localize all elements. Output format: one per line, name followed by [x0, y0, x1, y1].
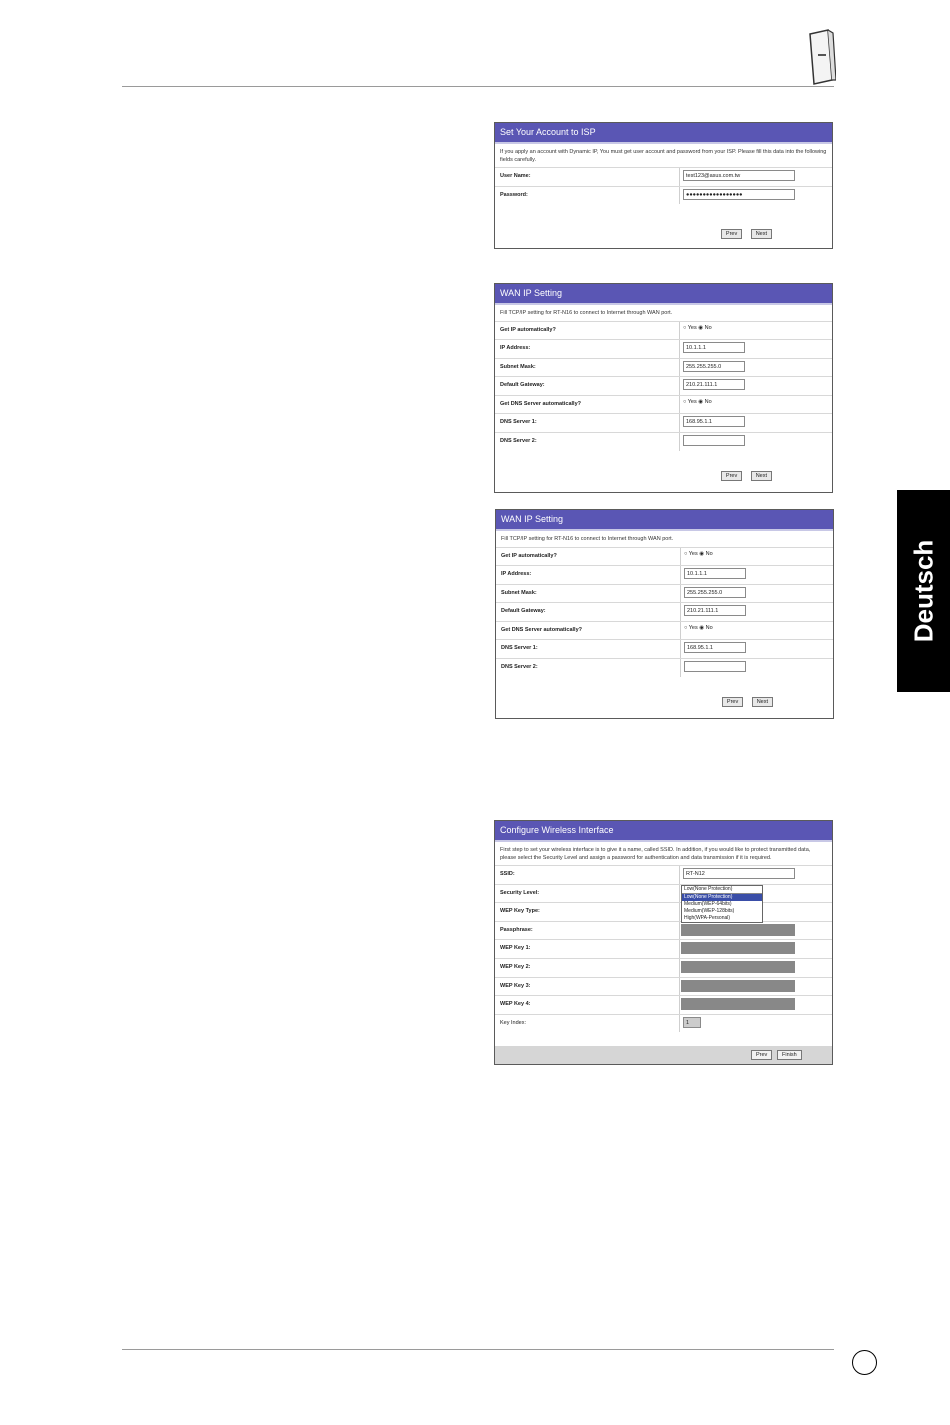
isp-account-panel: [494, 122, 833, 249]
next-button[interactable]: Next: [751, 471, 772, 481]
ssid-label: SSID:: [500, 871, 515, 877]
security-level-select[interactable]: [681, 885, 763, 923]
footer-rule: [122, 1349, 834, 1350]
ip-address-row: [496, 565, 833, 584]
get-ip-label: Get IP automatically?: [501, 552, 557, 559]
dns1-row: [495, 413, 832, 432]
dns1-input[interactable]: 168.95.1.1: [683, 416, 745, 427]
get-dns-label: Get DNS Server automatically?: [501, 626, 583, 633]
header-rule: [122, 86, 834, 87]
radio-yes-label: Yes: [687, 398, 697, 405]
security-option[interactable]: Medium(WEP-64bits): [684, 900, 732, 907]
panel-description: Fill TCP/IP setting for RT-N16 to connect to Internet through WAN port.: [500, 310, 673, 316]
wep-key-type-label: WEP Key Type:: [500, 908, 540, 915]
panel-title: Configure Wireless Interface: [495, 821, 832, 842]
key-index-label: Key Index:: [500, 1019, 526, 1026]
get-ip-row: [495, 321, 832, 340]
next-button[interactable]: Next: [752, 697, 773, 707]
passphrase-row: [495, 921, 832, 940]
radio-yes-label: Yes: [688, 624, 698, 631]
get-dns-radios[interactable]: ○ Yes ◉ No: [683, 398, 712, 405]
radio-no-label: No: [705, 624, 713, 631]
wep-key-input[interactable]: [681, 980, 795, 992]
dns1-label: DNS Server 1:: [500, 419, 537, 426]
subnet-mask-label: Subnet Mask:: [501, 589, 537, 596]
user-name-row: [495, 167, 832, 186]
ssid-row: [495, 865, 832, 884]
ip-address-label: IP Address:: [501, 571, 532, 578]
security-option[interactable]: High(WPA-Personal): [684, 914, 731, 921]
radio-no-label: No: [705, 550, 713, 557]
ssid-input[interactable]: RT-N12: [683, 868, 795, 879]
wireless-interface-panel: [494, 820, 833, 1065]
gateway-label: Default Gateway:: [501, 608, 546, 615]
panel-title: WAN IP Setting: [495, 284, 832, 305]
security-level-label: Security Level:: [500, 889, 540, 896]
get-ip-radios[interactable]: ○ Yes ◉ No: [684, 550, 713, 557]
wep-key-input[interactable]: [681, 942, 795, 954]
wep-key-row: [495, 977, 832, 996]
get-ip-row: [496, 547, 833, 566]
key-index-select[interactable]: 1: [683, 1017, 701, 1028]
subnet-mask-row: [495, 358, 832, 377]
gateway-input[interactable]: 210.21.111.1: [683, 379, 745, 390]
dns2-label: DNS Server 2:: [501, 664, 538, 671]
panel-description: First step to set your wireless interface is to give it a name, called SSID. In addition, if you would like to protect transmitted data, please select the Security Level and assign a password for authentication and data transmission if it is required.: [500, 847, 811, 861]
prev-button[interactable]: Prev: [722, 697, 743, 707]
ip-address-label: IP Address:: [500, 345, 531, 352]
radio-no-label: No: [704, 324, 712, 331]
get-dns-row: [495, 395, 832, 414]
security-option[interactable]: Low(None Protection): [682, 894, 762, 901]
dns1-row: [496, 639, 833, 658]
wep-key-label: WEP Key 4:: [500, 1001, 531, 1008]
password-label: Password:: [500, 191, 528, 198]
subnet-mask-input[interactable]: 255.255.255.0: [684, 587, 746, 598]
ip-address-row: [495, 339, 832, 358]
get-dns-label: Get DNS Server automatically?: [500, 400, 582, 407]
password-input[interactable]: ●●●●●●●●●●●●●●●●●: [683, 189, 795, 200]
ip-address-input[interactable]: 10.1.1.1: [683, 342, 745, 353]
wan-ip-panel-1: [494, 283, 833, 493]
user-name-input[interactable]: test123@asus.com.tw: [683, 170, 795, 181]
ip-address-input[interactable]: 10.1.1.1: [684, 568, 746, 579]
wep-key-row: [495, 958, 832, 977]
wan-ip-panel-2: [495, 509, 834, 719]
passphrase-label: Passphrase:: [500, 926, 533, 933]
dns2-input[interactable]: [684, 661, 746, 672]
gateway-row: [495, 376, 832, 395]
language-label: Deutsch: [908, 539, 938, 643]
panel-description: Fill TCP/IP setting for RT-N16 to connect to Internet through WAN port.: [501, 536, 674, 542]
password-row: [495, 186, 832, 205]
prev-button[interactable]: Prev: [721, 229, 742, 239]
gateway-input[interactable]: 210.21.111.1: [684, 605, 746, 616]
user-name-label: User Name:: [500, 173, 531, 179]
get-ip-radios[interactable]: ○ Yes ◉ No: [683, 324, 712, 331]
passphrase-input[interactable]: [681, 924, 795, 936]
dns1-label: DNS Server 1:: [501, 645, 538, 652]
subnet-mask-label: Subnet Mask:: [500, 363, 536, 370]
get-dns-row: [496, 621, 833, 640]
dns2-label: DNS Server 2:: [500, 438, 537, 445]
router-device-icon: [806, 28, 836, 86]
wep-key-row: [495, 939, 832, 958]
page-number-circle: [852, 1350, 877, 1375]
security-option[interactable]: Medium(WEP-128bits): [684, 907, 735, 914]
panel-title: Set Your Account to ISP: [495, 123, 832, 144]
get-ip-label: Get IP automatically?: [500, 326, 556, 333]
finish-button[interactable]: Finish: [777, 1050, 802, 1060]
security-level-selected: Low(None Protection): [682, 886, 762, 894]
prev-button[interactable]: Prev: [721, 471, 742, 481]
dns2-input[interactable]: [683, 435, 745, 446]
get-dns-radios[interactable]: ○ Yes ◉ No: [684, 624, 713, 631]
panel-description: If you apply an account with Dynamic IP, You must get user account and password from your ISP. Please fill this data into the following fields carefully.: [500, 149, 827, 163]
dns2-row: [496, 658, 833, 677]
wep-key-label: WEP Key 3:: [500, 982, 531, 989]
gateway-row: [496, 602, 833, 621]
wep-key-type-row: [495, 902, 832, 921]
wep-key-label: WEP Key 1:: [500, 945, 531, 952]
panel-title: WAN IP Setting: [496, 510, 833, 531]
panel-footer-bar: [495, 1046, 832, 1064]
wep-key-row: [495, 995, 832, 1014]
key-index-row: [495, 1014, 832, 1033]
prev-button[interactable]: Prev: [751, 1050, 772, 1060]
wep-key-input[interactable]: [681, 961, 795, 973]
subnet-mask-input[interactable]: 255.255.255.0: [683, 361, 745, 372]
dns1-input[interactable]: 168.95.1.1: [684, 642, 746, 653]
wep-key-input[interactable]: [681, 998, 795, 1010]
gateway-label: Default Gateway:: [500, 382, 545, 389]
radio-yes-label: Yes: [687, 324, 697, 331]
next-button[interactable]: Next: [751, 229, 772, 239]
language-side-tab: [897, 490, 950, 692]
radio-no-label: No: [704, 398, 712, 405]
subnet-mask-row: [496, 584, 833, 603]
dns2-row: [495, 432, 832, 451]
radio-yes-label: Yes: [688, 550, 698, 557]
wep-key-label: WEP Key 2:: [500, 963, 531, 970]
